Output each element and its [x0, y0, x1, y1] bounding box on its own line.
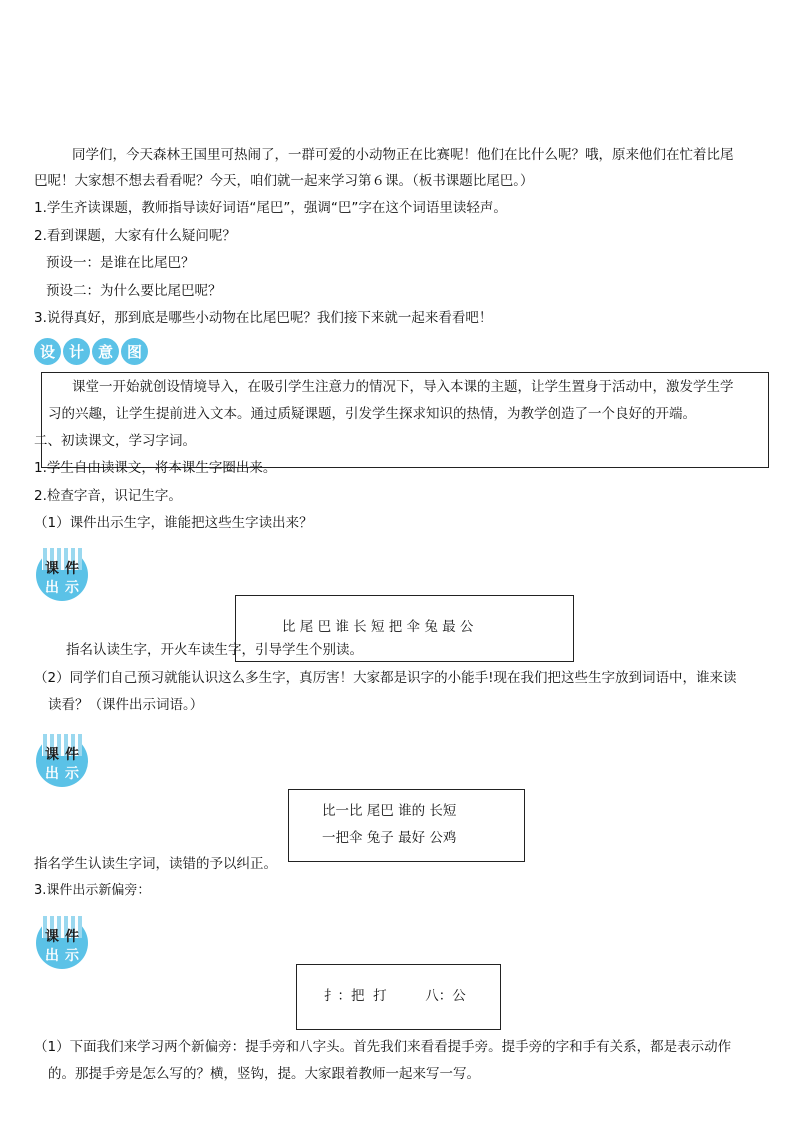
courseware-badge	[34, 912, 90, 970]
courseware-badge	[34, 730, 90, 788]
question-1: （1）课件出示生字，谁能把这些生字读出来？	[34, 515, 313, 531]
section-heading: 二、初读课文，学习字词。	[34, 433, 196, 449]
badge-char: 设	[34, 338, 61, 365]
question-2-line-2: 读看？（课件出示词语。）	[48, 697, 204, 713]
read-instruction: 指名认读生字，开火车读生字，引导学生个别读。	[66, 642, 363, 658]
courseware-badge	[34, 544, 90, 602]
courseware-badge-top: 课件	[45, 929, 85, 945]
courseware-badge-top: 课件	[45, 561, 85, 577]
badge-char: 计	[63, 338, 90, 365]
badge-char: 图	[121, 338, 148, 365]
design-line-1: 课堂一开始就创设情境导入，在吸引学生注意力的情况下，导入本课的主题，让学生置身于活动中，激发学生学	[72, 379, 734, 395]
new-characters: 比 尾 巴 谁 长 短 把 伞 兔 最 公	[282, 619, 474, 635]
preset-2: 预设二：为什么要比尾巴呢？	[46, 283, 222, 299]
step-3: 3.说得真好，那到底是哪些小动物在比尾巴呢？我们接下来就一起来看看吧！	[34, 310, 493, 326]
badge-char: 意	[92, 338, 119, 365]
radical-explain-line-2: 的。那提手旁是怎么写的？横，竖钩，提。大家跟着教师一起来写一写。	[48, 1066, 480, 1082]
preset-1: 预设一：是谁在比尾巴？	[46, 255, 195, 271]
radicals: 扌：把 打 八：公	[324, 988, 466, 1004]
radical-explain-line-1: （1）下面我们来学习两个新偏旁：提手旁和八字头。首先我们来看看提手旁。提手旁的字和手有关系，都是表示动作	[34, 1039, 732, 1055]
courseware-badge-bottom: 出示	[45, 580, 85, 596]
words-row-2: 一把伞 兔子 最好 公鸡	[322, 830, 457, 846]
courseware-badge-bottom: 出示	[45, 766, 85, 782]
question-2-line-1: （2）同学们自己预习就能认识这么多生字，真厉害！大家都是识字的小能手!现在我们把这些生字放到词语中，谁来读	[34, 670, 737, 686]
section-step-3: 3.课件出示新偏旁：	[34, 883, 151, 898]
design-line-2: 习的兴趣，让学生提前进入文本。通过质疑课题，引发学生探求知识的热情，为教学创造了一个良好的开端。	[48, 406, 696, 422]
intro-line-2: 巴呢！大家想不想去看看呢？今天，咱们就一起来学习第６课。（板书课题比尾巴。）	[34, 173, 534, 189]
words-row-1: 比一比 尾巴 谁的 长短	[322, 803, 457, 819]
correction-note: 指名学生认读生字词，读错的予以纠正。	[34, 856, 277, 872]
courseware-badge-bottom: 出示	[45, 948, 85, 964]
step-1: 1.学生齐读课题，教师指导读好词语“尾巴”，强调“巴”字在这个词语里读轻声。	[34, 200, 507, 216]
design-intent-badge	[34, 338, 148, 365]
section-step-2: 2.检查字音，识记生字。	[34, 488, 182, 504]
step-2: 2.看到课题，大家有什么疑问呢？	[34, 228, 236, 244]
courseware-badge-top: 课件	[45, 747, 85, 763]
intro-line-1: 同学们，今天森林王国里可热闹了，一群可爱的小动物正在比赛呢！他们在比什么呢？哦，原来他们在忙着比尾	[72, 147, 734, 163]
section-step-1: 1.学生自由读课文，将本课生字圈出来。	[34, 460, 277, 476]
